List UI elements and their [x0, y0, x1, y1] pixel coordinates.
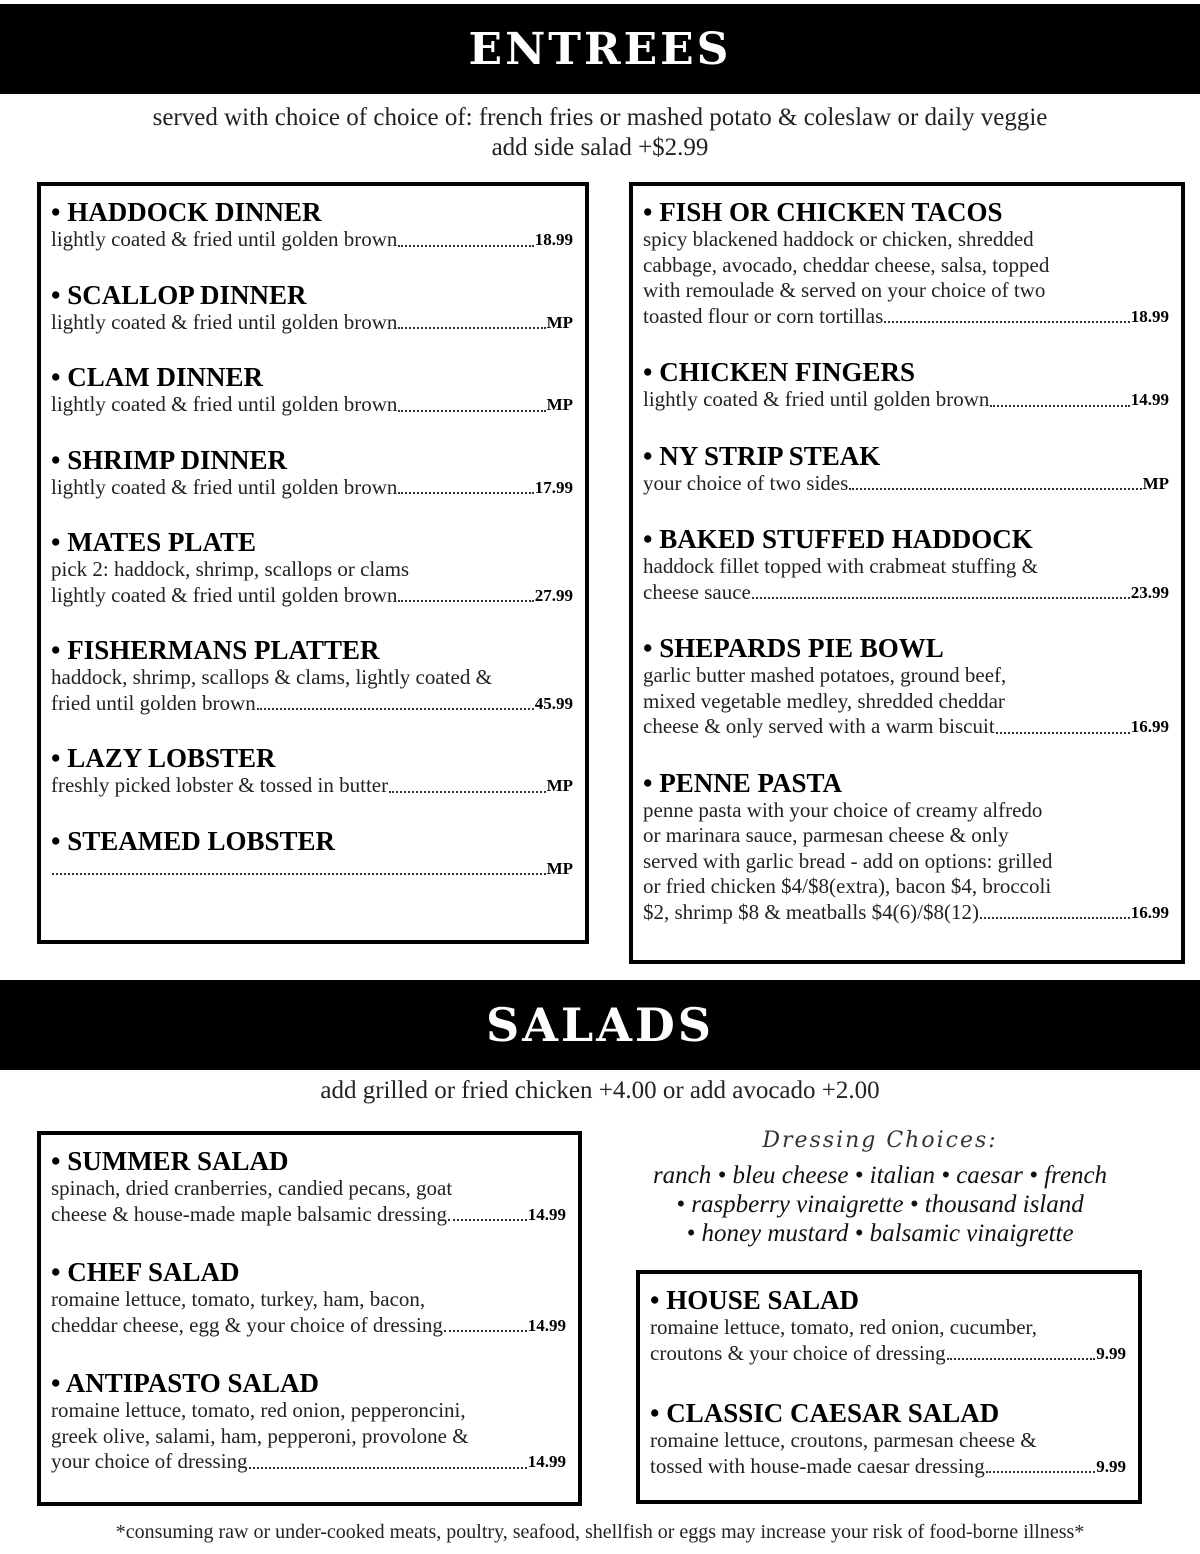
menu-item [51, 743, 573, 799]
description-line: haddock, shrimp, scallops & clams, lightly coated & [51, 665, 492, 689]
dot-leader [947, 1358, 1096, 1360]
menu-item [51, 826, 573, 882]
item-price: 9.99 [1096, 1343, 1126, 1363]
menu-item [643, 633, 1169, 740]
description-line: cheese sauce [643, 579, 751, 604]
description-line: mixed vegetable medley, shredded cheddar [643, 688, 1005, 713]
price-line [51, 310, 573, 336]
dot-leader [398, 410, 545, 412]
dot-leader [398, 327, 545, 329]
dressing-line: • raspberry vinaigrette • thousand island [676, 1191, 1084, 1218]
item-price: 14.99 [527, 1452, 566, 1471]
salads-banner [0, 980, 1200, 1070]
salads-right-box [636, 1270, 1142, 1504]
dot-leader [249, 1467, 527, 1469]
description-line: spicy blackened haddock or chicken, shredded [643, 227, 1034, 251]
item-description [643, 227, 1169, 329]
description-line: cheese & only served with a warm biscuit [643, 714, 995, 738]
entrees-banner [0, 4, 1200, 94]
dot-leader [444, 1330, 527, 1332]
item-price: MP [1142, 473, 1169, 493]
description-line: cheddar cheese, egg & your choice of dressing [51, 1312, 443, 1337]
price-line [51, 1202, 566, 1228]
dot-leader [884, 321, 1129, 323]
item-description [51, 227, 573, 253]
item-description [643, 387, 1169, 413]
dot-leader [990, 405, 1129, 407]
item-name: • PENNE PASTA [643, 767, 842, 798]
item-name: • ANTIPASTO SALAD [51, 1368, 320, 1398]
item-description [51, 392, 573, 418]
item-description [51, 665, 573, 716]
item-name: • BAKED STUFFED HADDOCK [643, 524, 1033, 554]
price-line [51, 1449, 566, 1475]
menu-item [643, 524, 1169, 605]
item-price: 27.99 [534, 585, 573, 605]
description-line: fried until golden brown [51, 690, 256, 715]
menu-item [643, 441, 1169, 497]
item-price: MP [546, 858, 573, 878]
entrees-title: ENTREES [468, 23, 732, 75]
item-name: • SCALLOP DINNER [51, 279, 307, 310]
salads-subtitle: add grilled or fried chicken +4.00 or add avocado +2.00 [320, 1077, 880, 1104]
description-line: spinach, dried cranberries, candied pecans, goat [51, 1176, 453, 1200]
menu-item [51, 527, 573, 608]
description-line: romaine lettuce, tomato, red onion, cucumber, [650, 1315, 1037, 1339]
menu-item [51, 197, 573, 253]
price-line [51, 475, 573, 501]
dot-leader [257, 708, 534, 710]
item-name: • SHEPARDS PIE BOWL [643, 633, 944, 663]
dot-leader [986, 1471, 1096, 1473]
description-line: pick 2: haddock, shrimp, scallops or clams [51, 557, 410, 581]
item-price: 45.99 [534, 693, 573, 713]
item-description [51, 557, 573, 608]
dot-leader [398, 245, 533, 247]
item-price: 18.99 [534, 230, 573, 249]
price-line [51, 583, 573, 609]
description-line: lightly coated & fried until golden brown [51, 474, 398, 499]
menu-item [51, 280, 573, 336]
price-line [51, 227, 573, 253]
price-line [643, 900, 1169, 926]
item-name: • FISHERMANS PLATTER [51, 635, 380, 665]
food-safety-footnote: *consuming raw or under-cooked meats, poultry, seafood, shellfish or eggs may increase your risk of food-borne illness* [115, 1521, 1085, 1543]
item-price: MP [546, 395, 573, 414]
item-description [51, 310, 573, 336]
salads-left-box [37, 1131, 582, 1506]
item-name: • HOUSE SALAD [650, 1285, 859, 1315]
description-line: garlic butter mashed potatoes, ground beef, [643, 663, 1007, 687]
description-line: lightly coated & fried until golden brown [51, 392, 398, 416]
item-description [51, 1176, 566, 1227]
menu-item [51, 635, 573, 716]
price-line [643, 304, 1169, 330]
dot-leader [398, 600, 533, 602]
item-price: 18.99 [1130, 306, 1169, 326]
item-price: 9.99 [1096, 1456, 1126, 1476]
item-name: • LAZY LOBSTER [51, 743, 276, 773]
item-name: • CHEF SALAD [51, 1257, 240, 1287]
item-description [643, 663, 1169, 740]
dressing-line: • honey mustard • balsamic vinaigrette [686, 1220, 1074, 1247]
entrees-subtitle: served with choice of choice of: french fries or mashed potato & coleslaw or daily veggie [152, 104, 1048, 131]
item-description [51, 1398, 566, 1475]
price-line [51, 392, 573, 418]
item-price: MP [546, 312, 573, 332]
item-description [51, 773, 573, 799]
description-line: romaine lettuce, croutons, parmesan cheese & [650, 1428, 1037, 1452]
item-price: 17.99 [534, 477, 573, 497]
price-line [650, 1341, 1126, 1367]
description-line: lightly coated & fried until golden brown [51, 582, 398, 607]
price-line [51, 856, 573, 882]
item-price: 14.99 [527, 1315, 566, 1335]
dot-leader [448, 1219, 527, 1221]
dot-leader [996, 732, 1130, 734]
description-line: served with garlic bread - add on options: grilled [643, 848, 1053, 873]
menu-item [643, 357, 1169, 413]
menu-item [51, 1257, 566, 1338]
item-name: • STEAMED LOBSTER [51, 825, 336, 856]
item-price: MP [546, 776, 573, 795]
description-line: lightly coated & fried until golden brown [51, 227, 398, 251]
item-name: • CLAM DINNER [51, 362, 263, 392]
description-line: $2, shrimp $8 & meatballs $4(6)/$8(12) [643, 899, 979, 924]
menu-item [51, 445, 573, 501]
item-name: • HADDOCK DINNER [51, 197, 322, 227]
menu-item [51, 1368, 566, 1475]
price-line [643, 387, 1169, 413]
item-price: 16.99 [1130, 717, 1169, 736]
price-line [51, 773, 573, 799]
item-description [51, 475, 573, 501]
salads-title: SALADS [485, 998, 715, 1052]
item-description [51, 856, 573, 882]
item-name: • CLASSIC CAESAR SALAD [650, 1398, 1000, 1428]
item-name: • MATES PLATE [51, 527, 256, 557]
description-line: haddock fillet topped with crabmeat stuffing & [643, 554, 1039, 578]
dressing-line: ranch • bleu cheese • italian • caesar • french [652, 1162, 1108, 1189]
item-name: • NY STRIP STEAK [643, 440, 881, 471]
price-line [643, 580, 1169, 606]
menu-item [643, 768, 1169, 926]
item-name: • FISH OR CHICKEN TACOS [643, 197, 1003, 227]
description-line: cheese & house-made maple balsamic dressing [51, 1201, 447, 1226]
item-price: 23.99 [1130, 582, 1169, 602]
description-line: greek olive, salami, ham, pepperoni, provolone & [51, 1423, 469, 1448]
price-line [51, 691, 573, 717]
description-line: lightly coated & fried until golden brown [643, 387, 990, 411]
price-line [650, 1454, 1126, 1480]
description-line: romaine lettuce, tomato, turkey, ham, bacon, [51, 1287, 426, 1311]
dot-leader [389, 791, 545, 793]
description-line: lightly coated & fried until golden brown [51, 309, 398, 334]
item-description [650, 1428, 1126, 1479]
entrees-subtitle-addon: add side salad +$2.99 [491, 134, 709, 161]
description-line: your choice of two sides [643, 470, 849, 495]
description-line: penne pasta with your choice of creamy alfredo [643, 797, 1043, 822]
menu-item [51, 1146, 566, 1227]
entrees-right-box [629, 182, 1185, 964]
menu-item [650, 1285, 1126, 1366]
item-description [650, 1315, 1126, 1366]
menu-item [643, 197, 1169, 329]
description-line: toasted flour or corn tortillas [643, 303, 884, 328]
price-line [643, 714, 1169, 740]
dot-leader [52, 873, 546, 875]
item-price: 14.99 [527, 1204, 566, 1224]
item-description [643, 798, 1169, 926]
item-name: • CHICKEN FINGERS [643, 357, 915, 387]
description-line: tossed with house-made caesar dressing [650, 1453, 985, 1478]
description-line: with remoulade & served on your choice of two [643, 278, 1046, 302]
description-line: freshly picked lobster & tossed in butter [51, 773, 389, 797]
item-description [643, 471, 1169, 497]
dot-leader [849, 488, 1141, 490]
price-line [643, 471, 1169, 497]
menu-item [51, 362, 573, 418]
price-line [51, 1313, 566, 1339]
dot-leader [752, 597, 1130, 599]
description-line: romaine lettuce, tomato, red onion, pepperoncini, [51, 1398, 466, 1422]
dot-leader [980, 917, 1130, 919]
description-line: cabbage, avocado, cheddar cheese, salsa, topped [643, 252, 1050, 277]
item-name: • SUMMER SALAD [51, 1146, 289, 1176]
item-price: 14.99 [1130, 390, 1169, 409]
description-line: or marinara sauce, parmesan cheese & only [643, 823, 1009, 847]
description-line: your choice of dressing [51, 1449, 248, 1473]
item-description [51, 1287, 566, 1338]
description-line: croutons & your choice of dressing [650, 1340, 946, 1365]
menu-item [650, 1398, 1126, 1479]
item-price: 16.99 [1130, 902, 1169, 922]
description-line: or fried chicken $4/$8(extra), bacon $4, broccoli [643, 874, 1052, 898]
dressing-choices-title: Dressing Choices: [762, 1128, 998, 1153]
entrees-left-box [37, 182, 589, 944]
dot-leader [398, 492, 533, 494]
item-name: • SHRIMP DINNER [51, 444, 287, 475]
item-description [643, 554, 1169, 605]
